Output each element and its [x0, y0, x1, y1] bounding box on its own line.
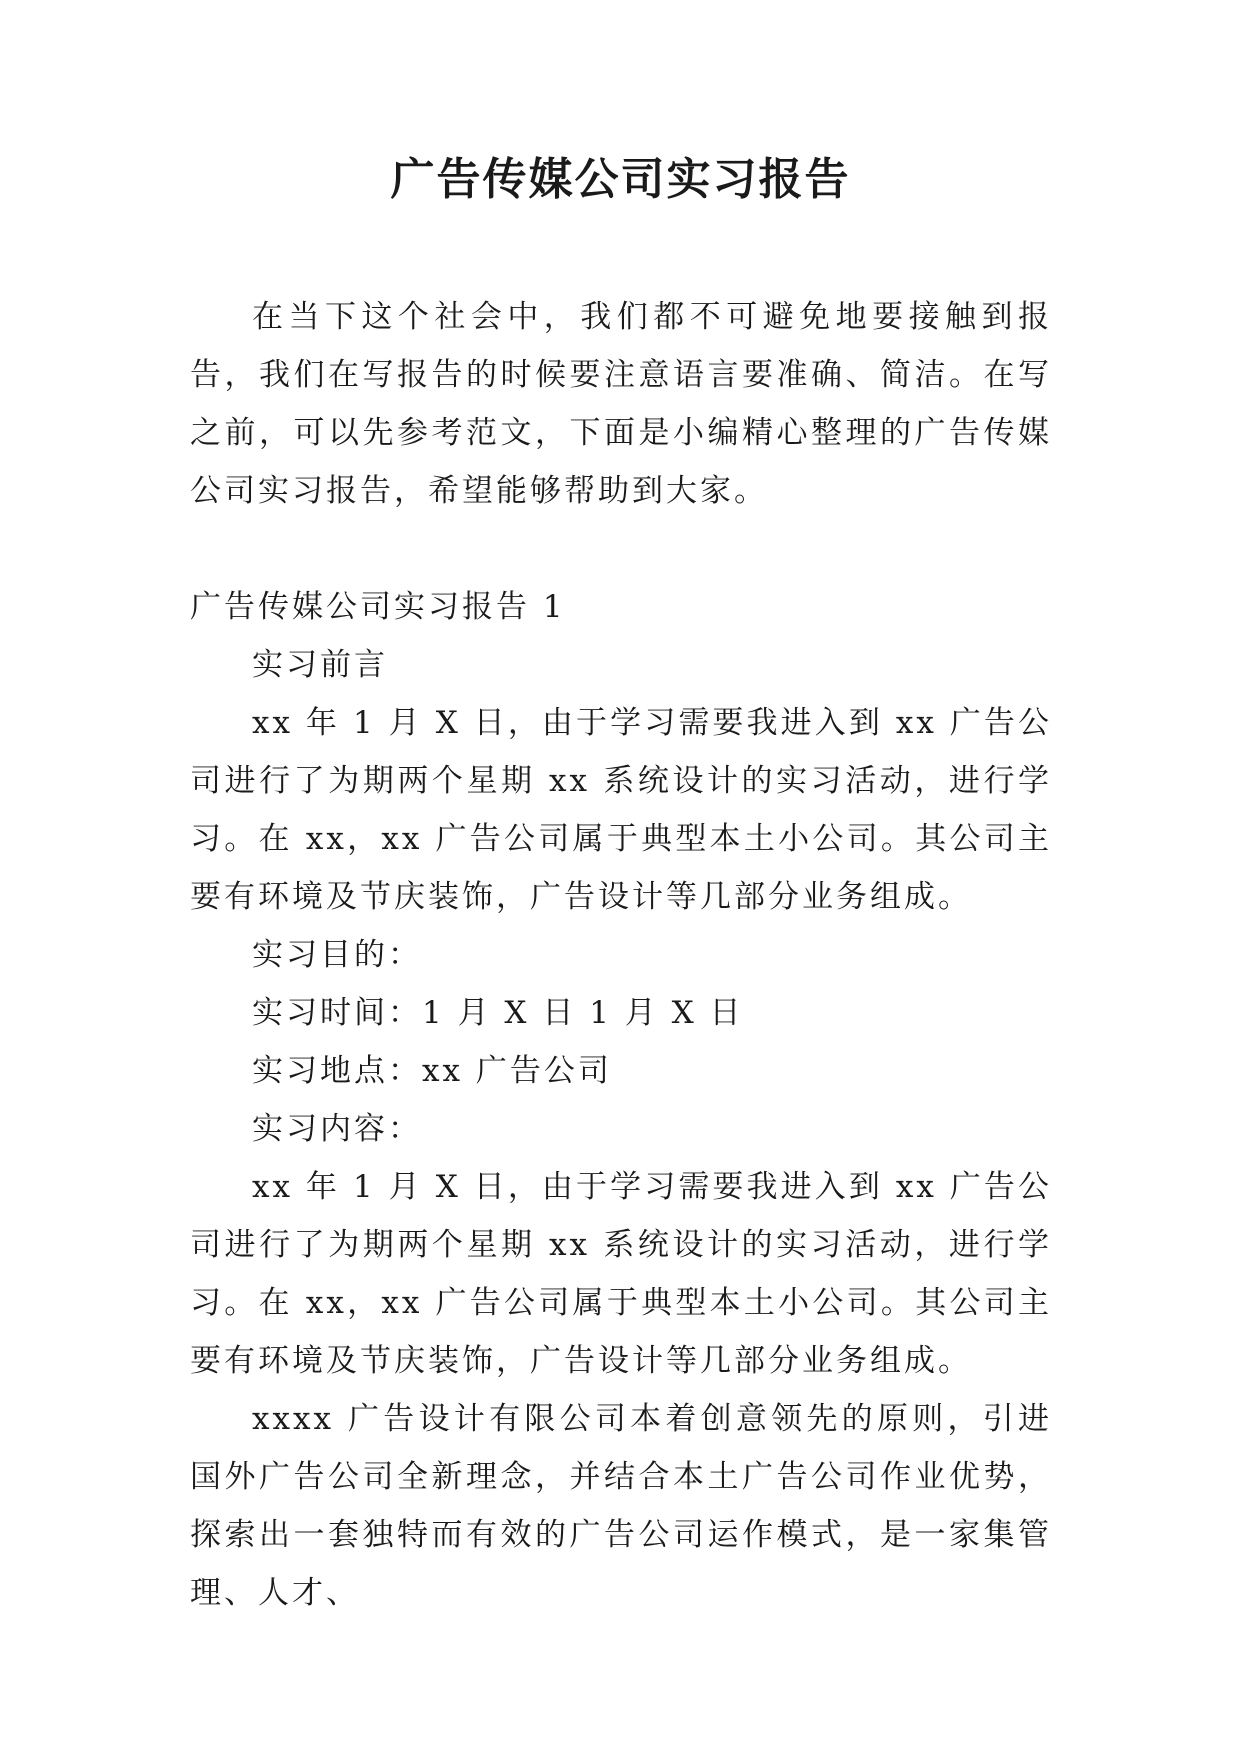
- content-paragraph: xx 年 1 月 X 日，由于学习需要我进入到 xx 广告公司进行了为期两个星期 xx 系统设计的实习活动，进行学习。在 xx，xx 广告公司属于典型本土小公司。其公司主要有环境及节庆装饰，广告设计等几部分业务组成。: [190, 1169, 1052, 1379]
- preface-paragraph: xx 年 1 月 X 日，由于学习需要我进入到 xx 广告公司进行了为期两个星期 xx 系统设计的实习活动，进行学习。在 xx，xx 广告公司属于典型本土小公司。其公司主要有环境及节庆装饰，广告设计等几部分业务组成。: [190, 705, 1052, 915]
- company-paragraph: xxxx 广告设计有限公司本着创意领先的原则，引进国外广告公司全新理念，并结合本土广告公司作业优势，探索出一套独特而有效的广告公司运作模式，是一家集管理、人才、: [190, 1401, 1052, 1611]
- paragraph-gap: [190, 520, 1052, 578]
- preface-label: 实习前言: [252, 647, 388, 683]
- section-heading: 广告传媒公司实习报告 1: [190, 589, 566, 625]
- content-label: 实习内容：: [252, 1111, 422, 1147]
- purpose-label: 实习目的：: [252, 937, 422, 973]
- document-body: [190, 288, 1052, 1622]
- time-line: 实习时间：1 月 X 日 1 月 X 日: [252, 995, 744, 1031]
- document-title: 广告传媒公司实习报告: [390, 154, 851, 205]
- place-line: 实习地点：xx 广告公司: [252, 1053, 612, 1089]
- intro-paragraph: 在当下这个社会中，我们都不可避免地要接触到报告，我们在写报告的时候要注意语言要准确、简洁。在写之前，可以先参考范文，下面是小编精心整理的广告传媒公司实习报告，希望能够帮助到大家。: [190, 299, 1052, 509]
